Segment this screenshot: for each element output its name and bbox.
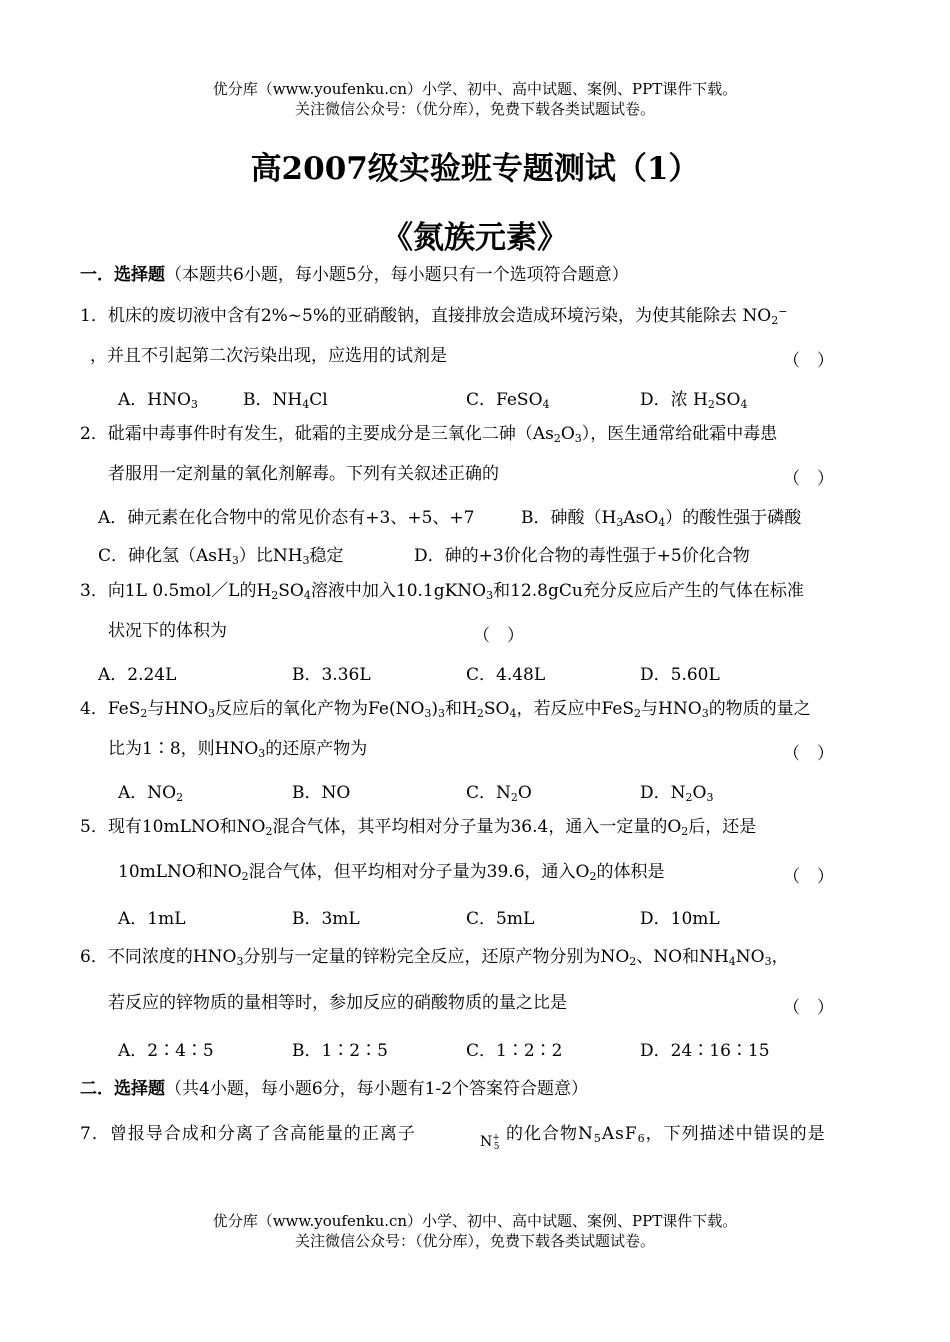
q5-option-d: D．10mL — [640, 909, 720, 929]
section-2-heading: 二．选择题（共4小题，每小题6分，每小题有1-2个答案符合题意） — [80, 1079, 589, 1099]
question-6-line-1: 6．不同浓度的$HNO_3$分别与一定量的锌粉完全反应，还原产物分别为$NO_2$、NO和$NH_4NO_3$， — [80, 947, 789, 968]
q4-option-d: D．$N_2O_3$ — [640, 783, 714, 804]
page-subtitle: 《氮族元素》 — [382, 220, 568, 256]
question-2-line-2: 者服用一定剂量的氧化剂解毒。下列有关叙述正确的 — [108, 464, 499, 484]
question-2-line-1: 2．砒霜中毒事件时有发生，砒霜的主要成分是三氧化二砷$(As_2O_3)$，医生通常给砒霜中毒患 — [80, 424, 778, 445]
q3-option-b: B．3.36L — [292, 665, 371, 685]
q1-option-c: C．FeSO$_4$ — [466, 390, 550, 411]
question-1-line-2: ，并且不引起第二次污染出现，应选用的试剂是 — [90, 346, 447, 366]
answer-blank-2[interactable]: （ ） — [783, 469, 834, 489]
question-5-line-2: 10mLNO和$NO_2$混合气体，但平均相对分子量为39.6，通入$O_2$的体积是 — [118, 862, 665, 883]
answer-blank-4[interactable]: （ ） — [783, 744, 834, 764]
q2-option-d: D．砷的+3价化合物的毒性强于+5价化合物 — [414, 546, 750, 566]
question-7-line-1: 7．曾报导合成和分离了含高能量的正离子 — [80, 1124, 416, 1144]
q1-option-d: D．浓 $H_2SO_4$ — [640, 390, 748, 411]
q1-option-a: A．$HNO_3$ — [118, 390, 198, 411]
answer-blank-1[interactable]: （ ） — [783, 351, 834, 371]
question-3-line-1: 3．向1L 0.5mol／L的$H_2SO_4$溶液中加入10.1gKNO$_3$和12.8gCu充分反应后产生的气体在标准 — [80, 581, 804, 602]
question-4-line-2: 比为1∶8，则$HNO_3$的还原产物为 — [108, 739, 368, 760]
q4-option-c: C．$N_2O$ — [466, 783, 532, 804]
q5-option-c: C．5mL — [466, 909, 535, 929]
q4-option-a: A．$NO_2$ — [118, 783, 184, 804]
q4-option-b: B．NO — [292, 783, 351, 803]
question-6-line-2: 若反应的锌物质的量相等时，参加反应的硝酸物质的量之比是 — [108, 993, 567, 1013]
footer-line-2: 关注微信公众号：（优分库），免费下载各类试题试卷。 — [294, 1232, 655, 1250]
question-4-line-1: 4．FeS$_2$与$HNO_3$反应后的氧化产物为$Fe(NO_3)_3$和$H_2SO_4$，若反应中FeS$_2$与$HNO_3$的物质的量之 — [80, 699, 811, 720]
q1-option-b: B．$NH_4Cl$ — [243, 390, 328, 411]
question-7-line-1b: 的化合物$N_5AsF_6$，下列描述中错误的是 — [506, 1124, 826, 1145]
q3-option-d: D．5.60L — [640, 665, 720, 685]
q2-option-a: A．砷元素在化合物中的常见价态有+3、+5、+7 — [98, 508, 475, 528]
q6-option-b: B．1∶2∶5 — [292, 1041, 388, 1061]
header-line-1: 优分库（www.youfenku.cn）小学、初中、高中试题、案例、PPT课件下载。 — [212, 80, 738, 98]
page-title: 高2007级实验班专题测试（1） — [250, 151, 700, 187]
answer-blank-5[interactable]: （ ） — [783, 867, 834, 887]
q5-option-b: B．3mL — [292, 909, 360, 929]
q2-option-c: C．砷化氢（AsH$_3$）比$NH_3$稳定 — [98, 546, 344, 567]
q6-option-a: A．2∶4∶5 — [118, 1041, 214, 1061]
answer-blank-6[interactable]: （ ） — [783, 998, 834, 1018]
question-5-line-1: 5．现有10mLNO和$NO_2$混合气体，其平均相对分子量为36.4，通入一定量的$O_2$后，还是 — [80, 817, 757, 838]
n5-cation: $N^+_5$ — [480, 1133, 500, 1152]
section-1-heading: 一．选择题（本题共6小题，每小题5分，每小题只有一个选项符合题意） — [80, 265, 629, 285]
header-line-2: 关注微信公众号：（优分库），免费下载各类试题试卷。 — [294, 100, 655, 118]
footer-line-1: 优分库（www.youfenku.cn）小学、初中、高中试题、案例、PPT课件下载。 — [212, 1212, 738, 1230]
q6-option-c: C．1∶2∶2 — [466, 1041, 563, 1061]
question-1-line-1: 1．机床的废切液中含有2%~5%的亚硝酸钠，直接排放会造成环境污染，为使其能除去 $NO_2^-$ — [80, 305, 788, 327]
q3-option-c: C．4.48L — [466, 665, 546, 685]
answer-blank-3[interactable]: （ ） — [473, 626, 524, 646]
q3-option-a: A．2.24L — [98, 665, 177, 685]
question-3-line-2: 状况下的体积为 — [108, 621, 227, 641]
q2-option-b: B．砷酸$(H_3AsO_4)$的酸性强于磷酸 — [521, 508, 802, 529]
q6-option-d: D．24∶16∶15 — [640, 1041, 770, 1061]
q5-option-a: A．1mL — [118, 909, 186, 929]
